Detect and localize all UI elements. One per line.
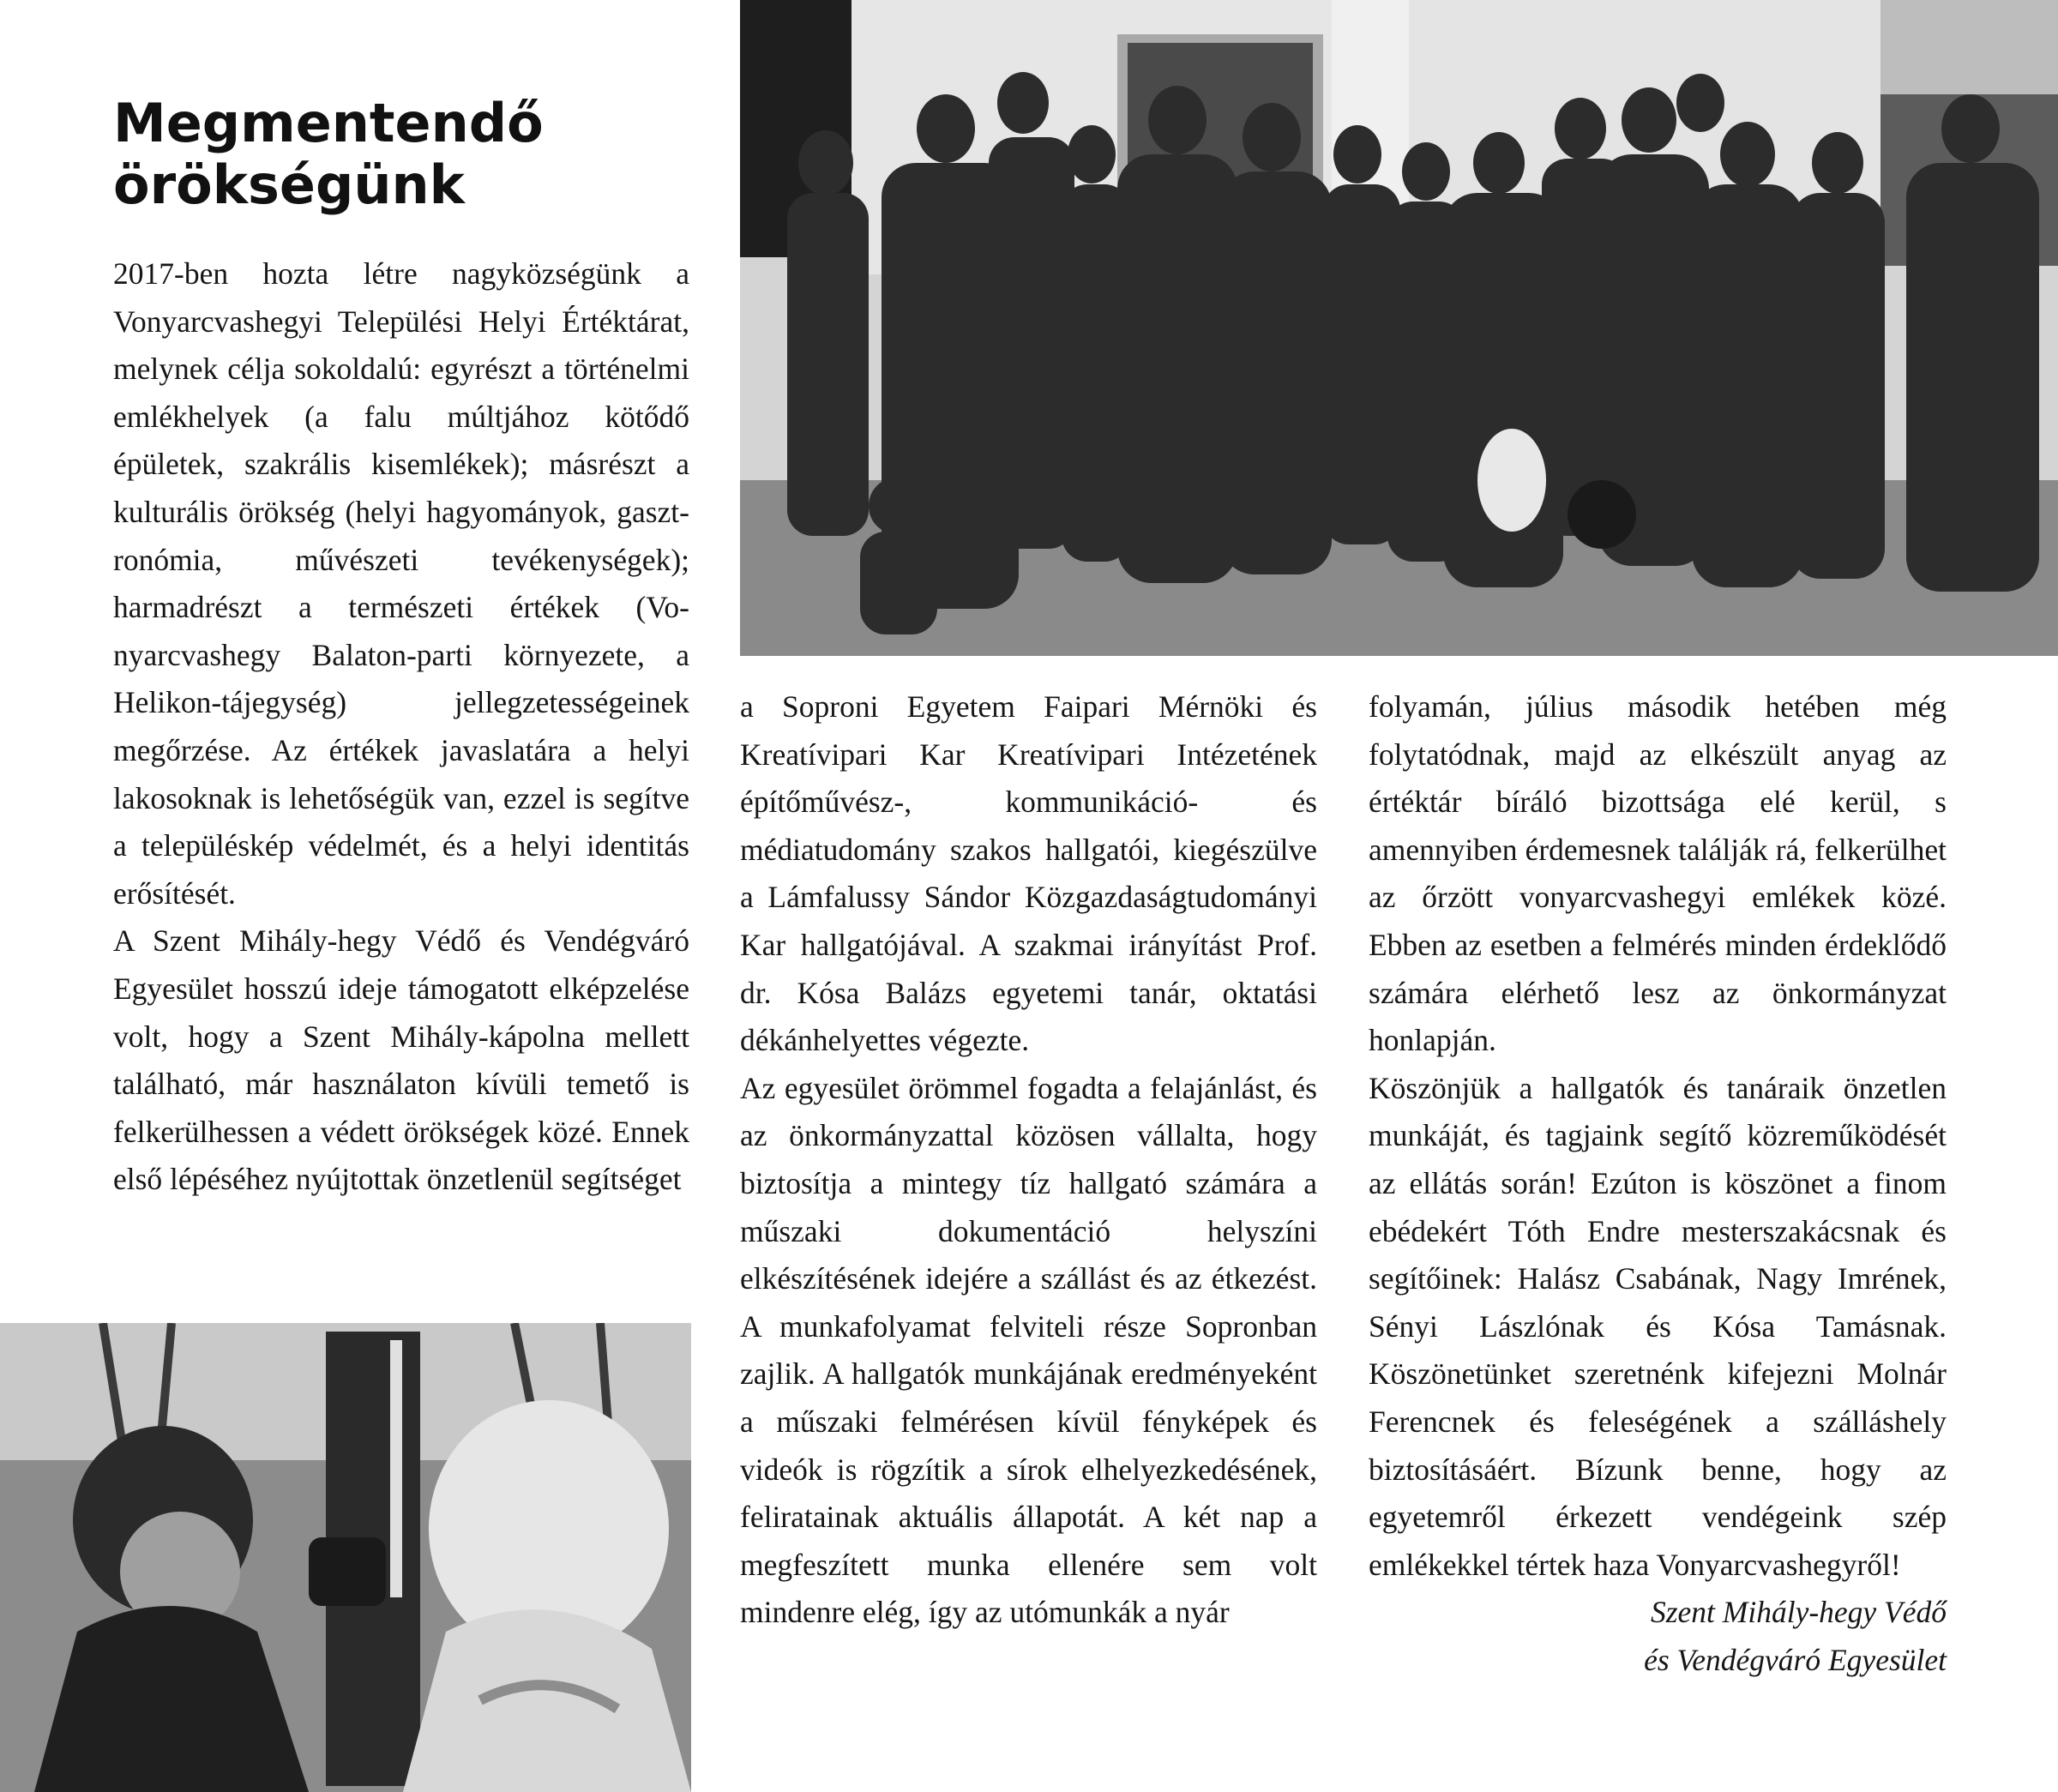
column3-paragraph-2: Köszönjük a hallgatók és tanáraik önzetlen munkáját, és tagjaink segítő közreműködését az ellátás során! Ezúton is köszönet a finom ebédekért Tóth Endre mesterszakácsnak és segítőinek: Halász Csabának, Nagy Imrének, Sényi Lászlónak és Kósa Tamásnak. Köszönetünket szeretnénk kifejezni Molnár Ferencnek és feleségének a szálláshely biztosításáért. Bízunk benne, hogy az egyetemről érkezett vendégeink szép emlékekkel tértek haza Vonyarcvashegyről! [1369, 1070, 1947, 1582]
group-photo [740, 0, 2058, 656]
fieldwork-photo-illustration [0, 1323, 691, 1792]
column1-paragraph-2: A Szent Mihály-hegy Védő és Vendégváró Egyesület hosszú ideje támogatott elképzelése volt, hogy a Szent Mihály-kápolna mellett található, már használaton kívüli temető is felkerülhessen a védett örökségek közé. Ennek első lépéséhez nyújtottak önzetlenül segítséget [113, 923, 689, 1197]
column2-paragraph-2: Az egyesület örömmel fogadta a felajánlást, és az önkormányzattal közösen vállalta, hogy biztosítja a mintegy tíz hallgató számára a műszaki dokumentáció helyszíni elkészítésének idejére a szállást és az étkezést. A munkafolyamat felviteli része Sopronban zajlik. A hallgatók munkájának eredményeként a műszaki felmérésen kívül fényképek és videók is rögzítik a sírok elhelyezkedésének, feliratainak aktuális állapotát. A két nap a megfeszített munka ellenére sem volt mindenre elég, így az utómunkák a nyár [740, 1070, 1317, 1630]
article-column-3 [1369, 683, 1947, 1684]
article-column-2 [740, 683, 1317, 1637]
fieldwork-photo [0, 1323, 691, 1792]
article-title: Megmentendő örökségünk [113, 92, 544, 216]
signature-line-2: és Vendégváró Egyesület [1644, 1642, 1947, 1677]
column1-paragraph-1: 2017-ben hozta létre nagyközségünk a Vonyarcvashegyi Települési Helyi Értéktárat, melynek célja sokoldalú: egyrészt a történelmi emlékhelyek (a falu múltjához kötődő épületek, szakrális kisemlékek); másrészt a kulturális örökség (helyi hagyományok, gasztronómia, művészeti tevékenységek); harmadrészt a természeti értékek (Vonyarcvashegy Balaton-parti környezete, a Helikon-tájegység) jellegzetességeinek megőrzése. Az értékek javaslatára a helyi lakosoknak is lehetőségük van, ezzel is segítve a településkép védelmét, és a helyi identitás erősítését. [113, 256, 689, 911]
article-signature [1369, 1589, 1947, 1684]
group-photo-illustration [740, 0, 2058, 656]
article-column-1 [113, 250, 689, 1204]
column2-paragraph-1: a Soproni Egyetem Faipari Mérnöki és Kreatívipari Kar Kreatívipari Intézetének építőművész-, kommunikáció- és médiatudomány szakos hallgatói, kiegészülve a Lámfalussy Sándor Közgazdaságtudományi Kar hallgatójával. A szakmai irányítást Prof. dr. Kósa Balázs egyetemi tanár, oktatási dékánhelyettes végezte. [740, 689, 1317, 1058]
signature-line-1: Szent Mihály-hegy Védő [1650, 1595, 1947, 1630]
column3-paragraph-1: folyamán, július második hetében még folytatódnak, majd az elkészült anyag az értéktár bíráló bizottsága elé kerül, s amennyiben érdemesnek találják rá, felkerülhet az őrzött vonyarcvashegyi emlékek közé. Ebben az esetben a felmérés minden érdeklődő számára elérhető lesz az önkormányzat honlapján. [1369, 689, 1947, 1058]
